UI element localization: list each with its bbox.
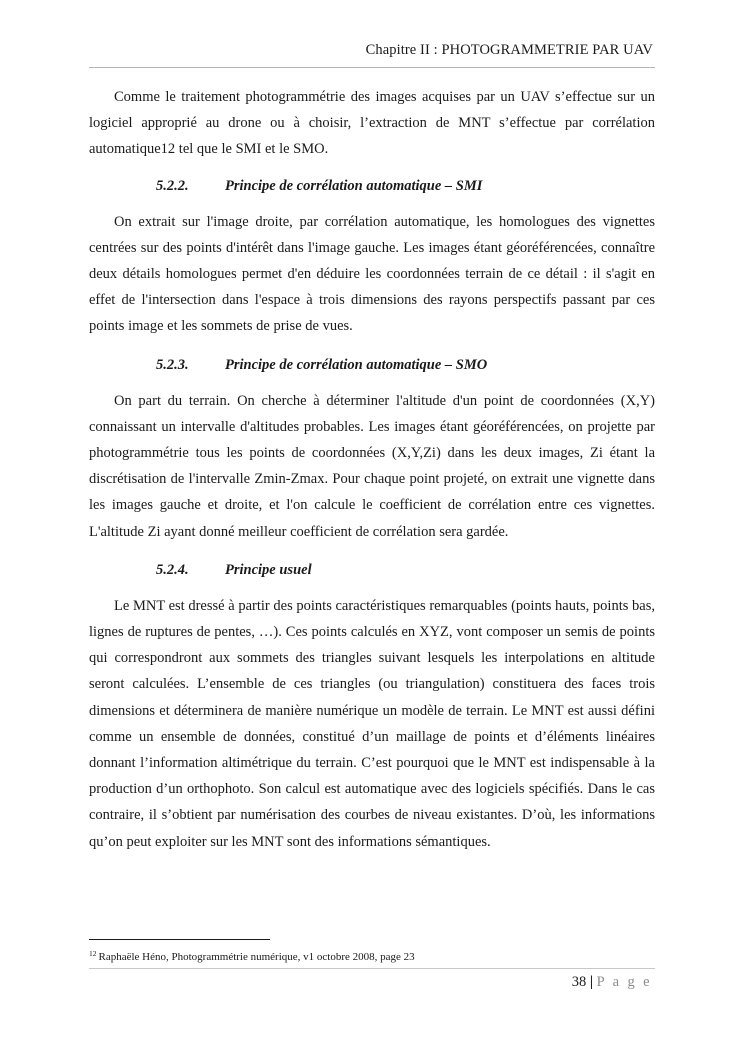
page-footer (572, 974, 652, 991)
page-label: P a g e (596, 974, 652, 990)
section-heading-5-2-3 (89, 354, 655, 376)
section-number: 5.2.2. (156, 177, 189, 194)
page-body (89, 84, 655, 869)
intro-paragraph: Comme le traitement photogrammétrie des images acquises par un UAV s’effectue sur un logiciel approprié au drone ou à choisir, l’extraction de MNT s’effectue par corrélation automatique12 tel que le SMI et le SMO. (89, 89, 655, 158)
section-number: 5.2.4. (156, 561, 189, 578)
running-header: Chapitre II : PHOTOGRAMMETRIE PAR UAV (365, 42, 653, 58)
page-number: 38 (571, 974, 587, 990)
section-heading-5-2-2 (89, 175, 655, 197)
section-paragraph-usuel: Le MNT est dressé à partir des points caractéristiques remarquables (points hauts, points bas, lignes de ruptures de pentes, …). Ces points calculés en XYZ, vont composer un semis de points qui correspondront aux sommets des triangles suivant lesquels les interpolations en altitude seront calculées. L’ensemble de ces triangles (ou triangulation) constituera des faces trois dimensions et déterminera de manière numérique un modèle de terrain. Le MNT est aussi défini comme un ensemble de données, constitué d’un maillage de points et d’éléments linéaires donnant l’information altimétrique du terrain. C’est pourquoi que le MNT est indispensable à la production d’un orthophoto. Son calcul est automatique avec des logiciels spécifiés. Dans le cas contraire, il s’obtient par numérisation des courbes de niveau existantes. D’où, les informations qu’on peut exploiter sur les MNT sont des informations sémantiques. (89, 597, 655, 850)
footer-divider (89, 968, 655, 969)
section-paragraph-smi: On extrait sur l'image droite, par corrélation automatique, les homologues des vignettes centrées sur des points d'intérêt dans l'image gauche. Les images étant géoréférencées, connaître deux détails homologues permet d'en déduire les coordonnées terrain de ce détail : il s'agit en effet de l'intersection dans l'espace à trois dimensions des rayons perspectifs passant par ces points image et les sommets de prise de vues. (89, 213, 655, 335)
footnote-text: Raphaële Héno, Photogrammétrie numérique, v1 octobre 2008, page 23 (98, 951, 415, 963)
section-title: Principe de corrélation automatique – SMO (225, 356, 488, 373)
section-title: Principe de corrélation automatique – SMI (225, 177, 483, 194)
section-title: Principe usuel (225, 561, 312, 578)
header-divider (89, 67, 655, 68)
footnote-marker: 12 (89, 949, 97, 958)
section-number: 5.2.3. (156, 356, 189, 373)
section-heading-5-2-4 (89, 559, 655, 581)
section-paragraph-smo: On part du terrain. On cherche à déterminer l'altitude d'un point de coordonnées (X,Y) connaissant un intervalle d'altitudes probables. Les images étant géoréférencées, on projette par photogrammétrie tous les points de coordonnées (X,Y,Zi) dans les deux images, Zi étant la discrétisation de l'intervalle Zmin-Zmax. Pour chaque point projeté, on extrait une vignette dans les images gauche et droite, et l'on calcule le coefficient de corrélation entre ces vignettes. L'altitude Zi ayant donné meilleur coefficient de corrélation sera gardée. (89, 392, 655, 540)
footer-separator: | (589, 974, 594, 990)
footnote-divider (89, 939, 270, 940)
footnote (89, 947, 415, 964)
